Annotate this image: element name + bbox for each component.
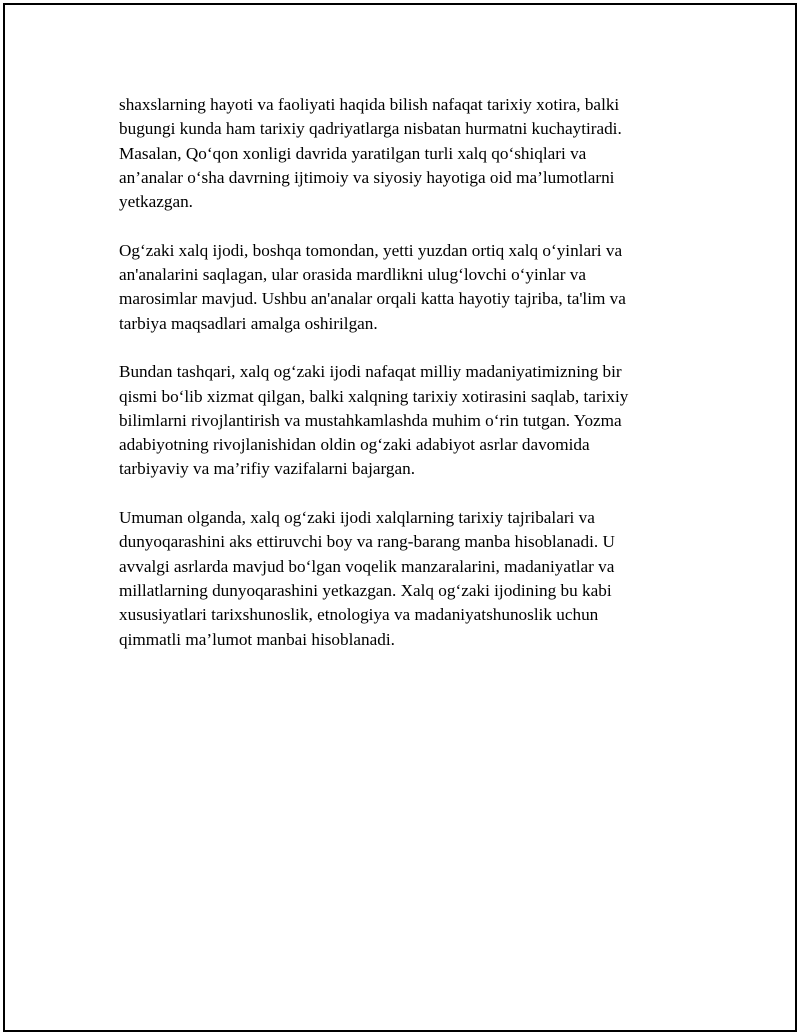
paragraph-2 — [119, 239, 679, 336]
paragraph-4 — [119, 506, 679, 652]
text-line: Umuman olganda, xalq og‘zaki ijodi xalqlarning tarixiy tajribalari va — [119, 508, 595, 528]
document-body — [119, 93, 679, 676]
text-line: avvalgi asrlarda mavjud bo‘lgan voqelik manzaralarini, madaniyatlar va — [119, 556, 615, 576]
text-line: millatlarning dunyoqarashini yetkazgan. Xalq og‘zaki ijodining bu kabi — [119, 580, 612, 600]
text-line: xususiyatlari tarixshunoslik, etnologiya va madaniyatshunoslik uchun — [119, 605, 599, 625]
text-line: qimmatli ma’lumot manbai hisoblanadi. — [119, 629, 395, 649]
text-line: an'analarini saqlagan, ular orasida mardlikni ulug‘lovchi o‘yinlar va — [119, 265, 586, 285]
text-line: Bundan tashqari, xalq og‘zaki ijodi nafaqat milliy madaniyatimizning bir — [119, 362, 622, 382]
text-line: marosimlar mavjud. Ushbu an'analar orqali katta hayotiy tajriba, ta'lim va — [119, 289, 626, 309]
text-line: shaxslarning hayoti va faoliyati haqida bilish nafaqat tarixiy xotira, balki — [119, 95, 620, 114]
text-line: tarbiya maqsadlari amalga oshirilgan. — [119, 313, 378, 333]
text-line: tarbiyaviy va ma’rifiy vazifalarni bajargan. — [119, 459, 416, 479]
text-line: bilimlarni rivojlantirish va mustahkamlashda muhim o‘rin tutgan. Yozma — [119, 410, 622, 430]
paragraph-3 — [119, 360, 679, 481]
text-line: dunyoqarashini aks ettiruvchi boy va rang-barang manba hisoblanadi. U — [119, 532, 615, 552]
text-line: Og‘zaki xalq ijodi, boshqa tomondan, yetti yuzdan ortiq xalq o‘yinlari va — [119, 240, 623, 260]
text-line: bugungi kunda ham tarixiy qadriyatlarga nisbatan hurmatni kuchaytiradi. — [119, 119, 622, 139]
paragraph-1 — [119, 93, 679, 214]
text-line: qismi bo‘lib xizmat qilgan, balki xalqning tarixiy xotirasini saqlab, tarixiy — [119, 386, 629, 406]
text-line: yetkazgan. — [119, 192, 193, 212]
text-line: an’analar o‘sha davrning ijtimoiy va siyosiy hayotiga oid ma’lumotlarni — [119, 167, 615, 187]
text-line: adabiyotning rivojlanishidan oldin og‘zaki adabiyot asrlar davomida — [119, 435, 590, 455]
text-line: Masalan, Qo‘qon xonligi davrida yaratilgan turli xalq qo‘shiqlari va — [119, 143, 587, 163]
